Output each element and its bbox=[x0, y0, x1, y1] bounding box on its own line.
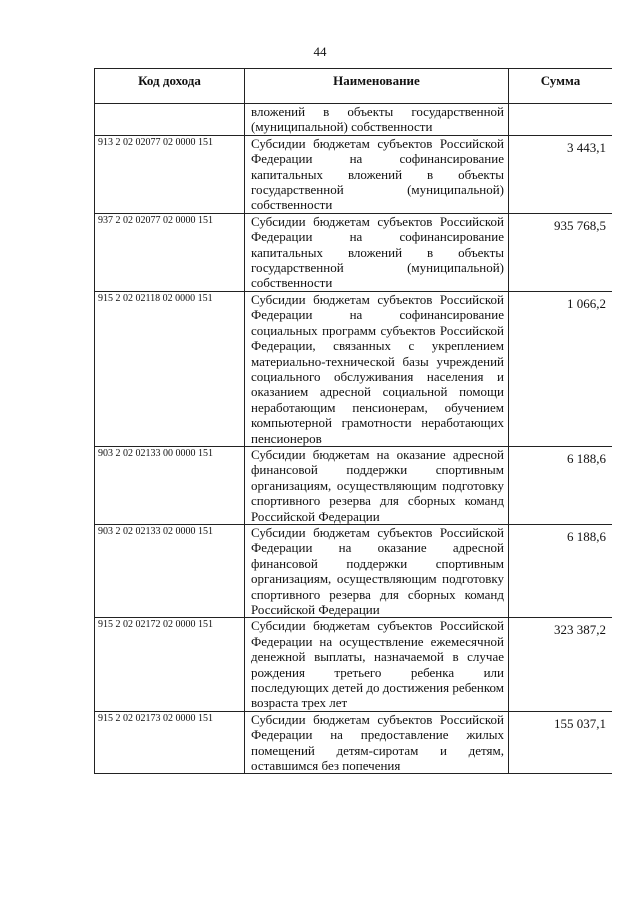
revenue-table-container bbox=[94, 68, 612, 905]
revenue-sum: 935 768,5 bbox=[509, 213, 613, 291]
revenue-name: Субсидии бюджетам субъектов Российской Федерации на осуществление ежемесячной денежной выплаты, назначаемой в случае рождения третьего ребенка или последующих детей до достижения ребенком возраста трех лет bbox=[245, 618, 509, 711]
table-row bbox=[95, 524, 613, 617]
header-name: Наименование bbox=[245, 69, 509, 104]
table-row bbox=[95, 291, 613, 446]
revenue-name: Субсидии бюджетам субъектов Российской Федерации на софинансирование капитальных вложений в объекты государственной (муниципальной) собственности bbox=[245, 135, 509, 213]
revenue-code: 915 2 02 02172 02 0000 151 bbox=[95, 618, 245, 711]
revenue-code bbox=[95, 104, 245, 136]
table-header-row bbox=[95, 69, 613, 104]
revenue-sum: 6 188,6 bbox=[509, 524, 613, 617]
revenue-table bbox=[94, 68, 612, 774]
revenue-sum: 155 037,1 bbox=[509, 711, 613, 774]
revenue-sum: 6 188,6 bbox=[509, 446, 613, 524]
table-row bbox=[95, 104, 613, 136]
revenue-name: Субсидии бюджетам субъектов Российской Федерации на софинансирование социальных программ субъектов Российской Федерации, связанных с укреплением материально-технической базы учреждений социального обслуживания населения и оказанием адресной социальной помощи неработающим пенсионерам, обучением компьютерной грамотности неработающих пенсионеров bbox=[245, 291, 509, 446]
table-row bbox=[95, 213, 613, 291]
table-row bbox=[95, 446, 613, 524]
revenue-name: Субсидии бюджетам субъектов Российской Федерации на оказание адресной финансовой поддержки спортивным организациям, осуществляющим подготовку спортивного резерва для сборных команд Российской Федерации bbox=[245, 524, 509, 617]
revenue-code: 915 2 02 02118 02 0000 151 bbox=[95, 291, 245, 446]
revenue-name: вложений в объекты государственной (муниципальной) собственности bbox=[245, 104, 509, 136]
revenue-code: 915 2 02 02173 02 0000 151 bbox=[95, 711, 245, 774]
revenue-sum bbox=[509, 104, 613, 136]
table-row bbox=[95, 135, 613, 213]
revenue-sum: 1 066,2 bbox=[509, 291, 613, 446]
revenue-code: 937 2 02 02077 02 0000 151 bbox=[95, 213, 245, 291]
revenue-name: Субсидии бюджетам субъектов Российской Федерации на предоставление жилых помещений детям-сиротам и детям, оставшимся без попечения bbox=[245, 711, 509, 774]
table-row bbox=[95, 618, 613, 711]
revenue-name: Субсидии бюджетам субъектов Российской Федерации на софинансирование капитальных вложений в объекты государственной (муниципальной) собственности bbox=[245, 213, 509, 291]
page-number: 44 bbox=[313, 44, 327, 59]
revenue-code: 903 2 02 02133 00 0000 151 bbox=[95, 446, 245, 524]
table-row bbox=[95, 711, 613, 774]
revenue-name: Субсидии бюджетам на оказание адресной финансовой поддержки спортивным организациям, осуществляющим подготовку спортивного резерва для сборных команд Российской Федерации bbox=[245, 446, 509, 524]
header-code: Код дохода bbox=[95, 69, 245, 104]
revenue-code: 913 2 02 02077 02 0000 151 bbox=[95, 135, 245, 213]
revenue-code: 903 2 02 02133 02 0000 151 bbox=[95, 524, 245, 617]
header-sum: Сумма bbox=[509, 69, 613, 104]
revenue-sum: 323 387,2 bbox=[509, 618, 613, 711]
revenue-sum: 3 443,1 bbox=[509, 135, 613, 213]
